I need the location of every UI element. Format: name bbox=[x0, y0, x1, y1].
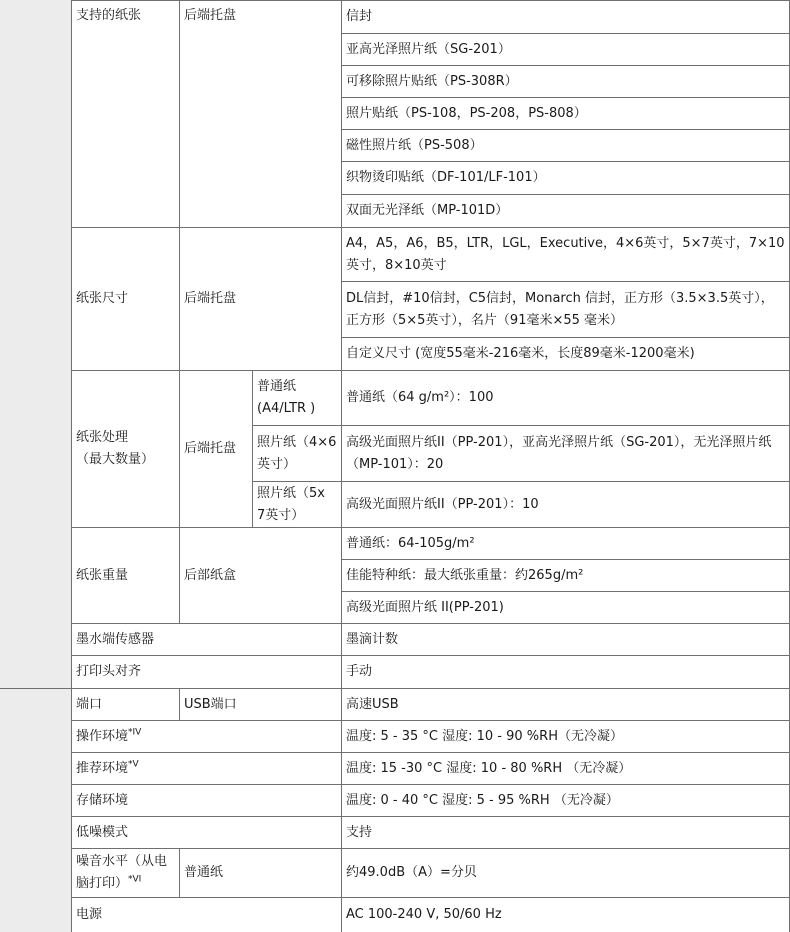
paper-size-item: 自定义尺寸 (宽度55毫米-216毫米，长度89毫米-1200毫米) bbox=[342, 338, 790, 371]
paper-support-source: 后端托盘 bbox=[180, 0, 342, 228]
paper-size-item: DL信封，#10信封，C5信封，Monarch 信封，正方形（3.5×3.5英寸），正方形（5×5英寸），名片（91毫米×55 毫米） bbox=[342, 282, 790, 338]
storage-env-value: 温度: 0 - 40 °C 湿度: 5 - 95 %RH （无冷凝） bbox=[342, 785, 790, 817]
category-cell-general bbox=[0, 689, 72, 932]
paper-handling-value: 普通纸（64 g/m²）：100 bbox=[342, 371, 790, 426]
noise-value: 约49.0dB（A）=分贝 bbox=[342, 849, 790, 898]
rec-env-value: 温度: 15 -30 °C 湿度: 10 - 80 %RH （无冷凝） bbox=[342, 753, 790, 785]
paper-handling-value: 高级光面照片纸II（PP-201），亚高光泽照片纸（SG-201），无光泽照片纸（MP-101）：20 bbox=[342, 426, 790, 482]
ink-sensor-value: 墨滴计数 bbox=[342, 624, 790, 656]
noise-sub: 普通纸 bbox=[180, 849, 342, 898]
quiet-mode-value: 支持 bbox=[342, 817, 790, 849]
paper-weight-label: 纸张重量 bbox=[72, 528, 180, 624]
paper-support-label: 支持的纸张 bbox=[72, 0, 180, 228]
paper-support-item: 照片贴纸（PS-108，PS-208，PS-808） bbox=[342, 98, 790, 130]
paper-handling-source: 后端托盘 bbox=[180, 371, 253, 528]
paper-handling-type: 普通纸 (A4/LTR ) bbox=[253, 371, 342, 426]
quiet-mode-label: 低噪模式 bbox=[72, 817, 342, 849]
interface-value: 高速USB bbox=[342, 689, 790, 721]
paper-handling-type: 照片纸（4×6英寸） bbox=[253, 426, 342, 482]
ink-sensor-label: 墨水端传感器 bbox=[72, 624, 342, 656]
paper-weight-item: 高级光面照片纸 II(PP-201) bbox=[342, 592, 790, 624]
noise-note: *VI bbox=[128, 874, 142, 885]
power-value: AC 100-240 V, 50/60 Hz bbox=[342, 898, 790, 932]
head-align-value: 手动 bbox=[342, 656, 790, 689]
paper-weight-source: 后部纸盒 bbox=[180, 528, 342, 624]
op-env-value: 温度: 5 - 35 °C 湿度: 10 - 90 %RH（无冷凝） bbox=[342, 721, 790, 753]
paper-support-item: 可移除照片贴纸（PS-308R） bbox=[342, 66, 790, 98]
op-env-label: 操作环境$^{*IV}$ bbox=[72, 721, 342, 753]
paper-handling-value: 高级光面照片纸II（PP-201）：10 bbox=[342, 482, 790, 528]
paper-size-label: 纸张尺寸 bbox=[72, 228, 180, 371]
storage-env-label: 存储环境 bbox=[72, 785, 342, 817]
op-env-note: *IV bbox=[128, 727, 142, 738]
power-label: 电源 bbox=[72, 898, 342, 932]
paper-support-item: 双面无光泽纸（MP-101D） bbox=[342, 195, 790, 228]
paper-handling-type: 照片纸（5x 7英寸） bbox=[253, 482, 342, 528]
noise-label: 噪音水平（从电脑打印）$^{*VI}$ bbox=[72, 849, 180, 898]
paper-support-item: 织物烫印贴纸（DF-101/LF-101） bbox=[342, 162, 790, 195]
paper-size-source: 后端托盘 bbox=[180, 228, 342, 371]
paper-support-item: 磁性照片纸（PS-508） bbox=[342, 130, 790, 162]
paper-support-item: 信封 bbox=[342, 0, 790, 34]
interface-sub: USB端口 bbox=[180, 689, 342, 721]
paper-weight-item: 普通纸：64-105g/m² bbox=[342, 528, 790, 560]
paper-size-item: A4，A5，A6，B5，LTR，LGL，Executive，4×6英寸，5×7英寸，7×10英寸，8×10英寸 bbox=[342, 228, 790, 282]
rec-env-note: *V bbox=[128, 759, 139, 770]
rec-env-label: 推荐环境$^{*V}$ bbox=[72, 753, 342, 785]
paper-weight-item: 佳能特种纸：最大纸张重量：约265g/m² bbox=[342, 560, 790, 592]
paper-support-item: 亚高光泽照片纸（SG-201） bbox=[342, 34, 790, 66]
interface-label: 端口 bbox=[72, 689, 180, 721]
head-align-label: 打印头对齐 bbox=[72, 656, 342, 689]
paper-handling-label: 纸张处理 （最大数量） bbox=[72, 371, 180, 528]
category-cell-paper bbox=[0, 0, 72, 689]
